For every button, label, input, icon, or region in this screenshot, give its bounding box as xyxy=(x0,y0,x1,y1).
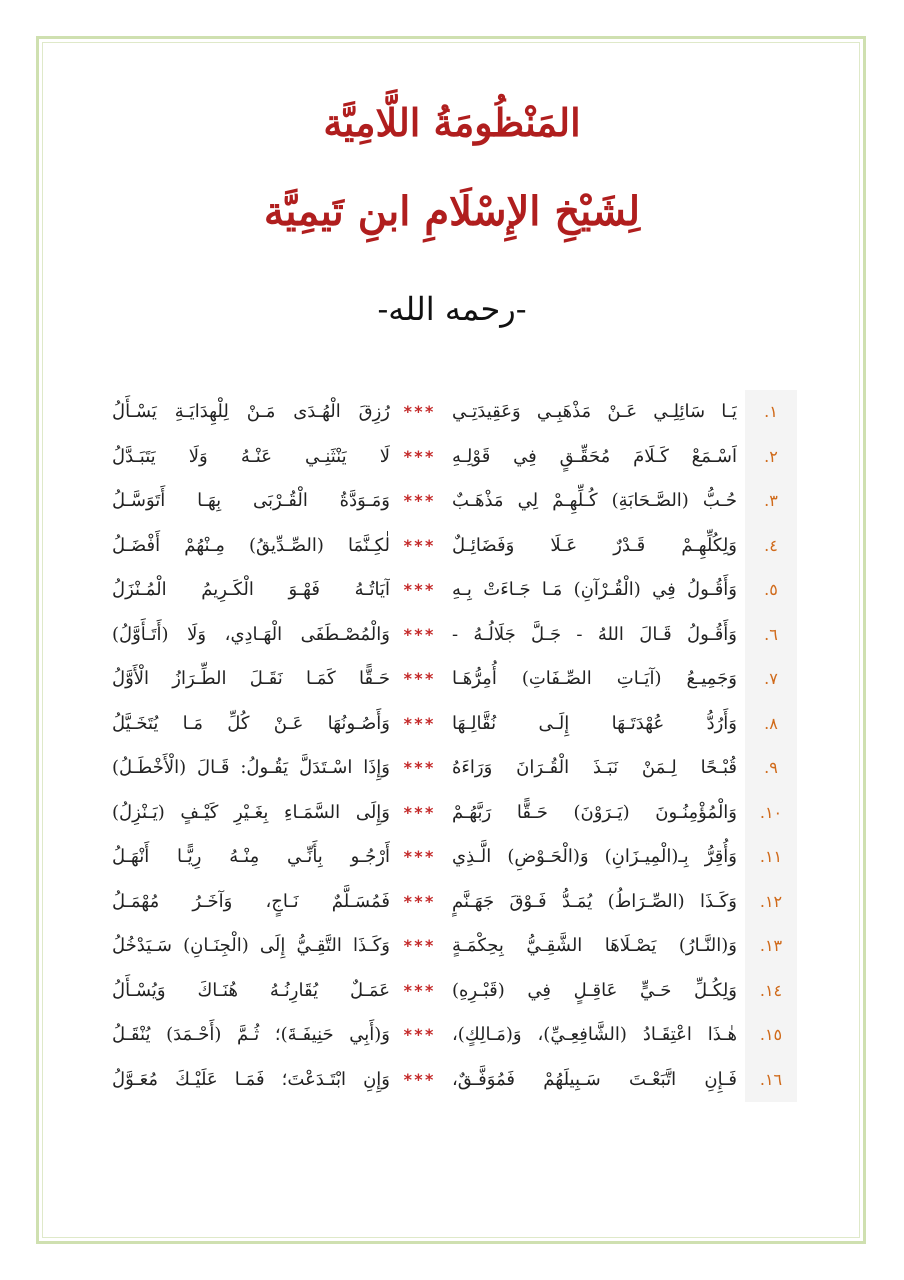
verse-second-hemistich: وَإِذَا اسْـتَدَلَّ يَقُـولُ: قَـالَ (الْأَخْطَـلُ) xyxy=(112,757,390,778)
verse-row xyxy=(112,746,797,791)
verse-row xyxy=(112,1058,797,1103)
verse-first-hemistich: وَ(النَّـارُ) يَصْـلَاهَا الشَّقِـيُّ بِحِكْمَـةٍ xyxy=(452,935,737,956)
verse-row xyxy=(112,702,797,747)
verse-second-hemistich: وَالْمُصْـطَفَى الْهَـادِي، وَلَا (أَتَـأَوَّلُ) xyxy=(112,623,390,645)
verse-row xyxy=(112,524,797,569)
verse-separator: *** xyxy=(403,402,435,421)
verse-second-hemistich: فَمُسَـلَّمٌ نَـاجٍ، وَآخَـرُ مُهْمَـلُ xyxy=(112,890,390,912)
verse-separator: *** xyxy=(403,802,435,822)
poem-author: لِشَيْخِ الإِسْلَامِ ابنِ تَيمِيَّة xyxy=(263,188,641,235)
verse-first-hemistich: يَـا سَائِلِـي عَـنْ مَذْهَبِـي وَعَقِيدَتِـي xyxy=(452,401,737,422)
verse-row xyxy=(112,568,797,613)
verse-separator: *** xyxy=(403,535,435,555)
verse-second-hemistich: حَـقًّا كَمَـا نَقَـلَ الطِّـرَازُ الْأَوَّلُ xyxy=(112,668,390,689)
verse-second-hemistich: أَرْجُـو بِأَنِّـي مِنْـهُ رِيًّـا أَنْهَـلُ xyxy=(112,846,390,867)
verse-second-hemistich: وَمَـوَدَّةُ الْقُـرْبَى بِهَـا أَتَوَسَّـلُ xyxy=(112,490,390,511)
verse-first-hemistich: حُـبُّ (الصَّـحَابَةِ) كُـلِّهِـمْ لِي مَذْهَـبٌ xyxy=(452,490,737,511)
verse-row xyxy=(112,924,797,969)
verse-second-hemistich: وَإِلَى السَّمَـاءِ بِغَـيْرِ كَيْـفٍ (يَـنْزِلُ) xyxy=(112,801,390,823)
verse-first-hemistich: وَكَـذَا (الصِّـرَاطُ) يُمَـدُّ فَـوْقَ جَهَـنَّمٍ xyxy=(452,890,737,912)
verses-table xyxy=(112,390,797,1102)
verse-first-hemistich: وَأُقِرُّ بِـ(الْمِيـزَانِ) وَ(الْحَـوْضِ) الَّـذِي xyxy=(452,846,737,867)
verse-separator: *** xyxy=(403,936,435,955)
verse-second-hemistich: عَمَـلٌ يُقَارِنُـهُ هُنَـاكَ وَيُسْـأَلُ xyxy=(112,979,390,1001)
verse-row xyxy=(112,835,797,880)
verse-row xyxy=(112,791,797,836)
verse-separator: *** xyxy=(403,713,435,733)
verse-row xyxy=(112,479,797,524)
verse-number: ١٤. xyxy=(759,980,783,1000)
invocation: -رحمه الله- xyxy=(377,290,527,328)
verse-row xyxy=(112,1013,797,1058)
verse-separator: *** xyxy=(403,891,435,911)
verse-separator: *** xyxy=(403,1025,435,1044)
verse-separator: *** xyxy=(403,446,435,466)
verse-separator: *** xyxy=(403,1069,435,1089)
verse-second-hemistich: وَ(أَبِي حَنِيفَـةَ)؛ ثُـمَّ (أَحْـمَدَ) يُنْقَـلُ xyxy=(112,1024,390,1045)
verse-number: ١٢. xyxy=(759,891,783,911)
verse-second-hemistich: لَا يَنْثَنِـي عَنْـهُ وَلَا يَتَبَـدَّلُ xyxy=(112,445,390,467)
verse-number: ٩. xyxy=(764,758,778,777)
verse-first-hemistich: قُبْـحًا لِـمَنْ نَبَـذَ الْقُـرَانَ وَرَاءَهُ xyxy=(452,757,737,778)
verse-first-hemistich: وَأَقُـولُ فِي (الْقُـرْآنِ) مَـا جَـاءَتْ بِـهِ xyxy=(452,579,737,600)
verse-separator: *** xyxy=(403,669,435,688)
verse-first-hemistich: وَلِكُـلِّ حَـيٍّ عَاقِـلٍ فِي (قَبْـرِهِ) xyxy=(452,979,737,1001)
verse-number: ٨. xyxy=(764,713,778,733)
verse-first-hemistich: هٰـذَا اعْتِقَـادُ (الشَّافِعِـيِّ)، وَ(مَـالِكٍ)، xyxy=(452,1024,737,1045)
verse-number: ٦. xyxy=(764,624,778,644)
verse-row xyxy=(112,435,797,480)
verse-number: ١٠. xyxy=(759,802,783,822)
verse-second-hemistich: وَأَصُـونُهَا عَـنْ كُلِّ مَـا يُتَخَـيَّلُ xyxy=(112,712,390,734)
verse-number: ٥. xyxy=(764,580,778,599)
verse-separator: *** xyxy=(403,758,435,777)
verse-first-hemistich: وَجَمِيـعُ (آيَـاتِ الصِّـفَاتِ) أُمِرُّهَـا xyxy=(452,668,737,689)
verse-number: ٢. xyxy=(764,446,778,466)
verse-number: ٤. xyxy=(764,535,778,555)
verse-row xyxy=(112,657,797,702)
poem-title: المَنْظُومَةُ اللَّامِيَّة xyxy=(323,100,581,145)
verse-number: ١٥. xyxy=(759,1025,783,1044)
verse-second-hemistich: وَكَـذَا التَّقِـيُّ إِلَى (الْجِنَـانِ) سَـيَدْخُلُ xyxy=(112,935,390,956)
verse-row xyxy=(112,969,797,1014)
verse-separator: *** xyxy=(403,624,435,644)
verse-first-hemistich: وَالْمُؤْمِنُـونَ (يَـرَوْنَ) حَـقًّا رَبَّهُـمْ xyxy=(452,801,737,823)
verse-first-hemistich: اَسْـمَعْ كَـلَامَ مُحَقِّـقٍ فِي قَوْلِـهِ xyxy=(452,445,737,467)
verse-first-hemistich: وَأَقُـولُ قَـالَ اللهُ - جَـلَّ جَلَالُـهُ - xyxy=(452,623,737,645)
verse-second-hemistich: رُزِقَ الْهُـدَى مَـنْ لِلْهِدَايَـةِ يَسْـأَلُ xyxy=(112,401,390,422)
verse-separator: *** xyxy=(403,491,435,510)
verse-number: ٧. xyxy=(764,669,778,688)
verse-number: ١٦. xyxy=(759,1069,783,1089)
verse-number: ٣. xyxy=(764,491,778,510)
verse-second-hemistich: آيَاتُـهُ فَهْـوَ الْكَـرِيمُ الْمُـنْزَلُ xyxy=(112,579,390,600)
verse-number: ١١. xyxy=(759,847,783,866)
verse-separator: *** xyxy=(403,847,435,866)
verse-row xyxy=(112,613,797,658)
verse-row xyxy=(112,390,797,435)
verse-first-hemistich: وَلِكُلِّهِـمْ قَـدْرٌ عَـلَا وَفَضَائِـلٌ xyxy=(452,534,737,556)
verse-first-hemistich: وَأَرُدُّ عُهْدَتَـهَا إِلَـى نُقَّالِـهَا xyxy=(452,712,737,734)
verse-row xyxy=(112,880,797,925)
verse-number: ١. xyxy=(764,402,778,421)
verse-first-hemistich: فَـإِنِ اتَّبَعْـتَ سَـبِيلَهُمْ فَمُوَفَّـقٌ، xyxy=(452,1068,737,1090)
verse-separator: *** xyxy=(403,980,435,1000)
verse-separator: *** xyxy=(403,580,435,599)
verse-number: ١٣. xyxy=(759,936,783,955)
verse-second-hemistich: لٰكِـنَّمَا (الصِّـدِّيقُ) مِـنْهُمْ أَفْضَـلُ xyxy=(112,534,390,556)
verse-second-hemistich: وَإِنِ ابْتَـدَعْتَ؛ فَمَـا عَلَيْـكَ مُعَـوَّلُ xyxy=(112,1068,390,1090)
